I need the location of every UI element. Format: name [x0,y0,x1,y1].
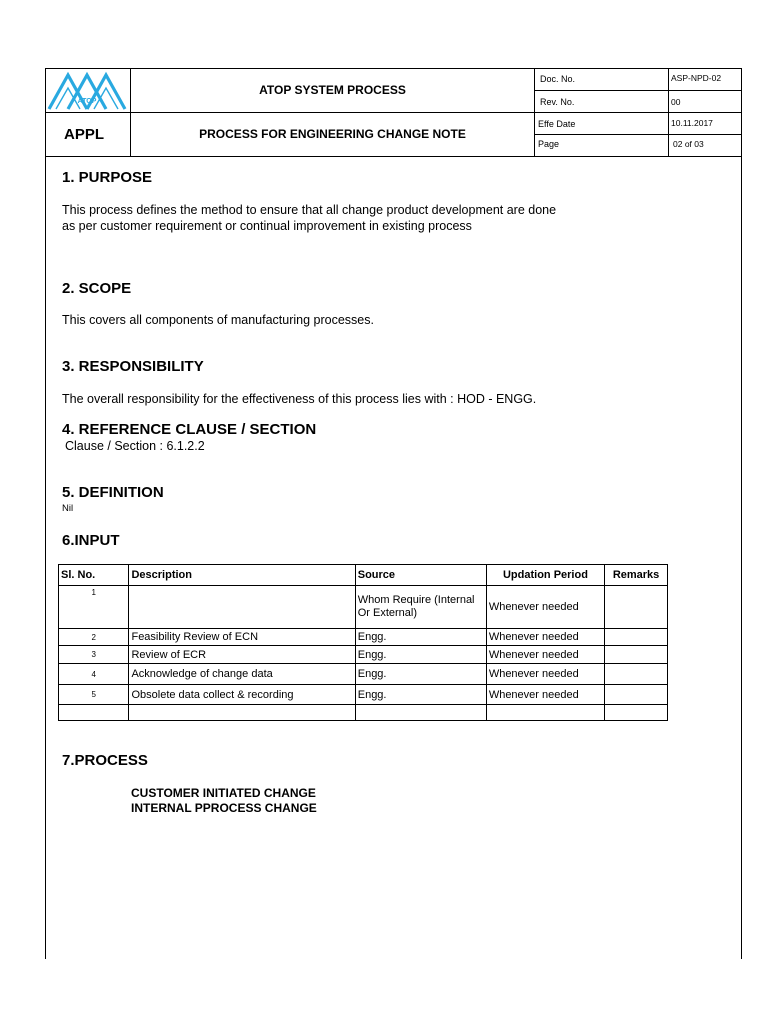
appl-label: APPL [64,126,105,143]
scope-text: This covers all components of manufacturing processes. [62,313,374,327]
cell-period: Whenever needed [486,664,604,685]
table-row [59,629,668,646]
table-row [59,685,668,705]
scope-heading: 2. SCOPE [62,280,132,297]
atop-logo-icon [46,69,130,112]
table-header-row [59,565,668,586]
meta-row-line-3 [534,134,742,135]
cell-sl-no [59,705,129,721]
doc-no-value: ASP-NPD-02 [671,73,722,83]
cell-description [129,705,355,721]
cell-source-line-2: Or External) [357,607,418,619]
page-label: Page [538,139,560,149]
cell-sl-no: 4 [59,664,129,685]
col-header-sl-no: Sl. No. [59,565,129,586]
process-item-internal: INTERNAL PPROCESS CHANGE [131,801,317,815]
responsibility-text: The overall responsibility for the effectiveness of this process lies with : HOD - ENGG. [62,392,537,406]
cell-source [355,705,486,721]
input-table [58,564,668,721]
purpose-text-line-2: as per customer requirement or continual improvement in existing process [62,219,472,233]
cell-remarks [605,705,668,721]
cell-period [486,705,604,721]
svg-text:ATOP: ATOP [77,98,97,105]
page-value: 02 of 03 [673,139,704,149]
col-header-description: Description [129,565,355,586]
reference-text: Clause / Section : 6.1.2.2 [65,439,205,453]
meta-row-line-1 [534,90,742,91]
col-header-remarks: Remarks [605,565,668,586]
cell-sl-no: 3 [59,646,129,664]
cell-sl-no: 2 [59,629,129,646]
cell-remarks [605,664,668,685]
cell-remarks [605,646,668,664]
cell-remarks [605,685,668,705]
cell-period: Whenever needed [486,586,604,629]
rev-no-label: Rev. No. [540,97,575,107]
page-border-top [45,68,742,69]
input-heading: 6.INPUT [62,532,120,549]
cell-sl-no: 5 [59,685,129,705]
header-col-divider-1 [130,68,131,156]
cell-description: Feasibility Review of ECN [129,629,355,646]
process-title: PROCESS FOR ENGINEERING CHANGE NOTE [199,127,466,141]
page-border-right [741,68,742,959]
cell-description [129,586,355,629]
table-row [59,586,668,629]
header-col-divider-2 [534,68,535,156]
doc-no-label: Doc. No. [540,74,576,84]
cell-source [355,586,486,629]
definition-heading: 5. DEFINITION [62,484,164,501]
process-heading: 7.PROCESS [62,752,148,769]
cell-sl-no: 1 [59,586,129,629]
cell-period: Whenever needed [486,629,604,646]
table-row-empty [59,705,668,721]
cell-source: Engg. [355,685,486,705]
table-row [59,646,668,664]
purpose-heading: 1. PURPOSE [62,169,153,186]
effe-date-label: Effe Date [538,119,576,129]
system-title: ATOP SYSTEM PROCESS [259,83,406,97]
cell-description: Obsolete data collect & recording [129,685,355,705]
rev-no-value: 00 [671,97,681,107]
table-row [59,664,668,685]
process-item-customer-initiated: CUSTOMER INITIATED CHANGE [131,786,316,800]
cell-remarks [605,629,668,646]
header-col-divider-3 [668,68,669,156]
col-header-updation-period: Updation Period [486,565,604,586]
page-border-left [45,68,46,959]
cell-remarks [605,586,668,629]
purpose-text-line-1: This process defines the method to ensure that all change product development are done [62,203,557,217]
company-logo [46,69,130,112]
header-divider [45,112,742,113]
cell-source: Engg. [355,664,486,685]
cell-description: Review of ECR [129,646,355,664]
col-header-source: Source [355,565,486,586]
reference-heading: 4. REFERENCE CLAUSE / SECTION [62,421,317,438]
effe-date-value: 10.11.2017 [671,118,713,128]
cell-period: Whenever needed [486,646,604,664]
cell-source: Engg. [355,646,486,664]
cell-description: Acknowledge of change data [129,664,355,685]
definition-text: Nil [62,503,74,514]
cell-source: Engg. [355,629,486,646]
responsibility-heading: 3. RESPONSIBILITY [62,358,204,375]
cell-period: Whenever needed [486,685,604,705]
header-bottom-border [45,156,742,157]
cell-source-line-1: Whom Require (Internal [357,594,475,606]
